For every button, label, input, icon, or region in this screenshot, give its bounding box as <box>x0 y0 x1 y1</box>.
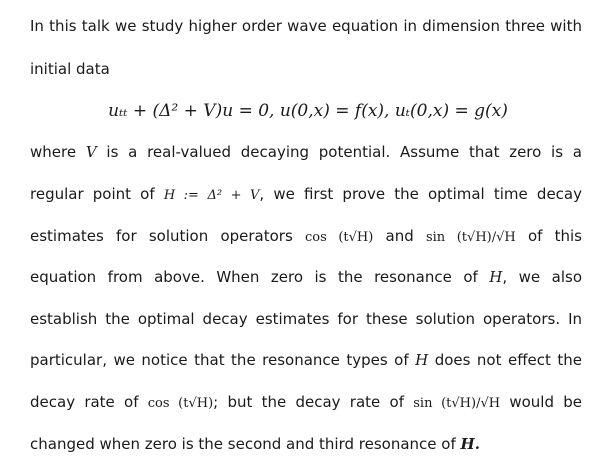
math-cos: cos (t√H) <box>304 230 374 245</box>
text-l6a: equation from above. When zero is the resonance of <box>30 268 478 286</box>
text-line-3 <box>30 142 582 162</box>
text-line-6 <box>30 267 582 287</box>
text-l4a: regular point of <box>30 185 155 203</box>
text-l5a: estimates for solution operators <box>30 227 293 245</box>
text-l10a: changed when zero is the second and third resonance of <box>30 435 456 453</box>
math-V: V <box>85 143 97 161</box>
text-line-10 <box>30 434 582 454</box>
text-line-2 <box>30 59 582 79</box>
display-equation: uₜₜ + (Δ² + V)u = 0, u(0,x) = f(x), uₜ(0,x) = g(x) <box>108 101 508 121</box>
text-l3a: where <box>30 143 77 161</box>
text-line-5 <box>30 226 582 248</box>
text-l9a: decay rate of <box>30 393 139 411</box>
text-l1: In this talk we study higher order wave equation in dimension three with <box>30 17 582 35</box>
math-sin: sin (t√H)/√H <box>425 230 516 245</box>
text-l9b: ; but the decay rate of <box>213 393 404 411</box>
math-H-1: H <box>489 268 503 286</box>
text-l8a: particular, we notice that the resonance types of <box>30 351 409 369</box>
math-cos-2: cos (t√H) <box>147 396 214 411</box>
text-line-9 <box>30 392 582 414</box>
text-line-8 <box>30 350 582 370</box>
math-H-3: H. <box>460 435 480 453</box>
text-l5b: and <box>385 227 414 245</box>
text-l4b: , we first prove the optimal time decay <box>259 185 582 203</box>
math-H-def: H := Δ² + V <box>163 188 260 203</box>
text-line-7 <box>30 309 582 329</box>
math-sin-2: sin (t√H)/√H <box>413 396 501 411</box>
text-l8b: does not effect the <box>434 351 582 369</box>
math-H-2: H <box>415 351 429 369</box>
text-l5c: of this <box>527 227 582 245</box>
text-line-4 <box>30 184 582 206</box>
text-l6b: , we also <box>502 268 582 286</box>
text-l7: establish the optimal decay estimates for these solution operators. In <box>30 310 582 328</box>
text-line-1 <box>30 16 582 36</box>
text-l9c: would be <box>509 393 582 411</box>
text-l3b: is a real-valued decaying potential. Assume that zero is a <box>106 143 582 161</box>
text-l2: initial data <box>30 60 110 78</box>
